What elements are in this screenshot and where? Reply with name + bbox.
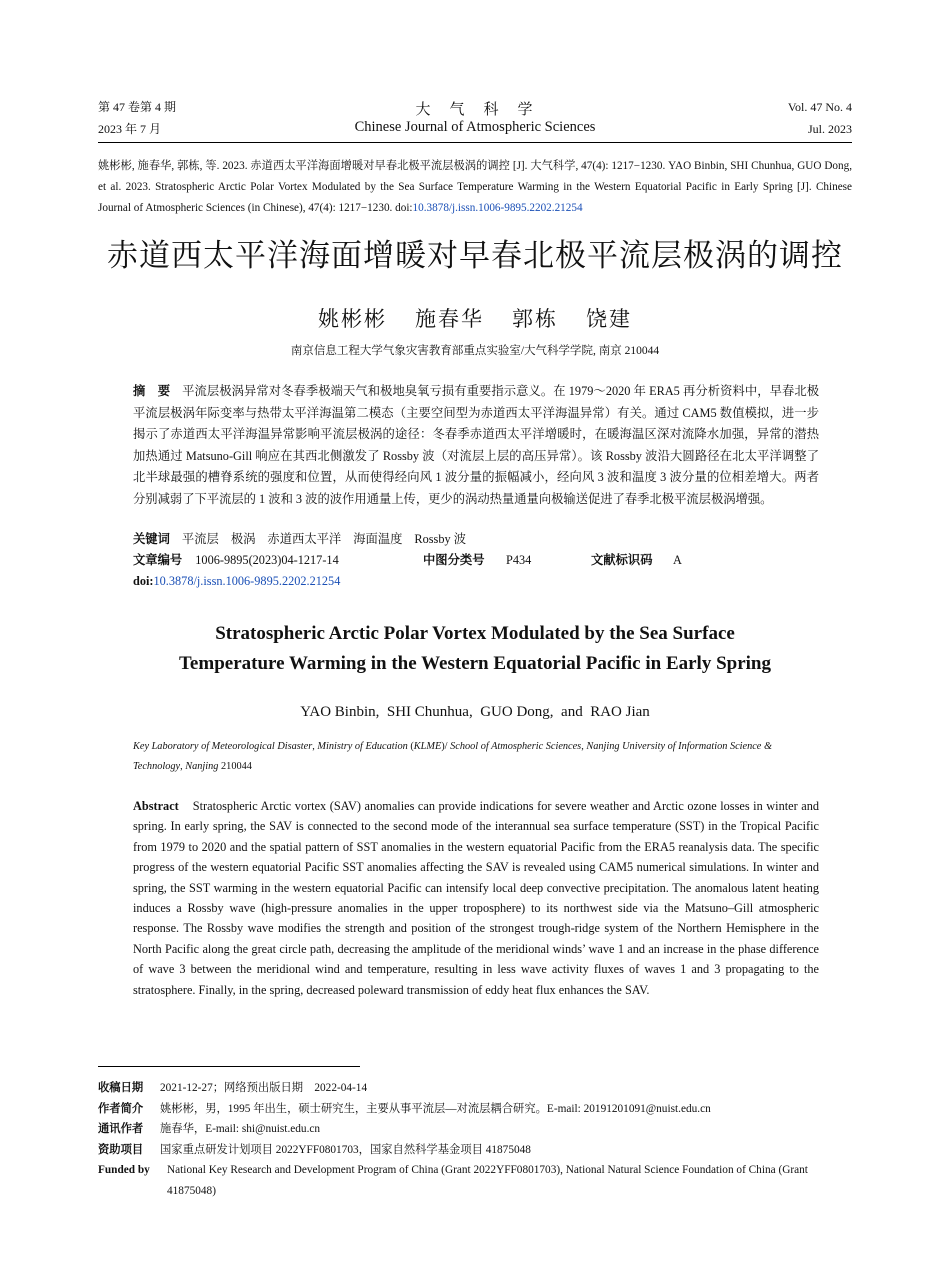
keywords-cn-label: 关键词 bbox=[133, 532, 170, 546]
affil-lab: Key Laboratory of Meteorological Disaster bbox=[133, 741, 313, 752]
doi-link[interactable]: 10.3878/j.issn.1006-9895.2202.21254 bbox=[153, 574, 341, 588]
footnote-corresponding bbox=[98, 1119, 858, 1140]
doc-code-label: 文献标识码 bbox=[591, 553, 653, 567]
journal-name-en: Chinese Journal of Atmospheric Sciences bbox=[354, 119, 596, 135]
corresponding-text: 施春华，E-mail: shi@nuist.edu.cn bbox=[160, 1123, 321, 1135]
date-cn: 2023 年 7 月 bbox=[98, 122, 162, 136]
author-cn: 姚彬彬 bbox=[318, 307, 387, 331]
article-meta-row bbox=[133, 551, 819, 569]
affil-sep: , bbox=[312, 741, 318, 752]
affil-university: Nanjing University of Information Science & Technology bbox=[133, 741, 772, 772]
author-cn: 郭栋 bbox=[512, 307, 558, 331]
affil-ministry: Ministry of Education bbox=[317, 741, 408, 752]
abstract-cn-text: 平流层极涡异常对冬春季极端天气和极地臭氧亏损有重要指示意义。在 1979～2020 年 ERA5 再分析资料中，早春北极平流层极涡年际变率与热带太平洋海温第二模态（主要空间型为赤道西太平洋海温异常）有关。通过 CAM5 数值模拟，进一步揭示了赤道西太平洋海温异常影响平流层极涡的途径：冬春季赤道西太平洋增暖时，在暖海温区深对流降水加强，异常的潜热加热通过 Matsuno-Gill 响应在其西北侧激发了 Rossby 波（对流层上层的高压异常）。该 Rossby 波沿大圆路径在北太平洋调整了北半球最强的槽脊系统的强度和位置，从而使得经向风 1 波分量的振幅减小，经向风 3 波和温度 3 波分量的位相差增大。两者分别减弱了下平流层的 1 波和 3 波的波作用通量上传，更少的涡动热量通量向极输送促进了春季北极平流层极涡增强。 bbox=[133, 384, 819, 506]
doc-code-value: A bbox=[673, 553, 682, 567]
affil-zip: 210044 bbox=[218, 761, 252, 772]
funding-cn-label: 资助项目 bbox=[98, 1143, 144, 1156]
received-label: 收稿日期 bbox=[98, 1081, 144, 1094]
doi-row bbox=[133, 572, 340, 590]
affil-sep: )/ bbox=[441, 741, 451, 752]
citation-text: 姚彬彬, 施春华, 郭栋, 等. 2023. 赤道西太平洋海面增暖对早春北极平流层极涡的调控 [J]. 大气科学, 47(4): 1217−1230. YAO Binbin, SHI Chunhua, GUO Dong, et al. 2023. Stratospheric Arctic Polar Vortex Modulated by the Sea Surface Temperature Warming in the Western Equatorial Pacific in Early Spring [J]. Chinese Journal of Atmospheric Sciences (in Chinese), 47(4): 1217−1230. doi: bbox=[98, 160, 852, 214]
funded-by-text: National Key Research and Development Program of China (Grant 2022YFF0801703), National Natural Science Foundation of China (Grant 41875048) bbox=[167, 1164, 808, 1197]
title-en bbox=[110, 619, 840, 679]
received-text: 2021-12-27；网络预出版日期 2022-04-14 bbox=[160, 1082, 368, 1094]
footnote-rule bbox=[98, 1066, 360, 1067]
abstract-cn-label: 摘 要 bbox=[133, 384, 171, 398]
keyword: Rossby 波 bbox=[414, 532, 467, 546]
authors-en: YAO Binbin, SHI Chunhua, GUO Dong, and RAO Jian bbox=[300, 704, 650, 720]
abstract-en bbox=[133, 796, 819, 1000]
citation-doi-link[interactable]: 10.3878/j.issn.1006-9895.2202.21254 bbox=[412, 202, 583, 214]
article-no-label: 文章编号 bbox=[133, 553, 183, 567]
affiliation-en bbox=[133, 737, 823, 777]
author-cn: 饶建 bbox=[586, 307, 632, 331]
keyword: 极涡 bbox=[230, 532, 256, 546]
authors-cn bbox=[200, 305, 750, 333]
affil-sep: , bbox=[581, 741, 587, 752]
corresponding-label: 通讯作者 bbox=[98, 1122, 144, 1135]
title-cn: 赤道西太平洋海面增暖对早春北极平流层极涡的调控 bbox=[107, 238, 843, 274]
affil-sep: , bbox=[180, 761, 186, 772]
affiliation-cn: 南京信息工程大学气象灾害教育部重点实验室/大气科学学院, 南京 210044 bbox=[290, 345, 660, 357]
header-rule bbox=[98, 142, 852, 143]
keywords-cn bbox=[133, 530, 466, 548]
author-bio-label: 作者简介 bbox=[98, 1102, 144, 1115]
abstract-en-label: Abstract bbox=[133, 799, 179, 813]
article-no: 1006-9895(2023)04-1217-14 bbox=[195, 553, 339, 567]
title-en-line: Stratospheric Arctic Polar Vortex Modulated by the Sea Surface bbox=[215, 623, 735, 644]
keyword: 赤道西太平洋 bbox=[267, 532, 342, 546]
doi-label: doi: bbox=[133, 574, 154, 588]
title-en-line: Temperature Warming in the Western Equatorial Pacific in Early Spring bbox=[179, 653, 771, 674]
footnote-author bbox=[98, 1099, 858, 1120]
date-en: Jul. 2023 bbox=[807, 122, 852, 136]
affil-city: Nanjing bbox=[185, 761, 219, 772]
abstract-cn bbox=[133, 381, 819, 510]
footnote-funding-cn bbox=[98, 1140, 858, 1161]
funded-by-label: Funded by bbox=[98, 1164, 150, 1176]
author-cn: 施春华 bbox=[415, 307, 484, 331]
keyword: 海面温度 bbox=[353, 532, 403, 546]
author-bio-text: 姚彬彬，男，1995 年出生，硕士研究生，主要从事平流层—对流层耦合研究。E-mail: 20191201091@nuist.edu.cn bbox=[160, 1103, 711, 1115]
footnote-received bbox=[98, 1078, 858, 1099]
clc-label: 中图分类号 bbox=[423, 553, 485, 567]
affil-klme: KLME bbox=[413, 741, 442, 752]
footnote-funding-en bbox=[98, 1160, 858, 1202]
clc-value: P434 bbox=[506, 553, 532, 567]
volume-issue-cn: 第 47 卷第 4 期 bbox=[98, 100, 177, 114]
abstract-en-text: Stratospheric Arctic vortex (SAV) anomalies can provide indications for severe weather and Arctic ozone losses in winter and spring. In early spring, the SAV is connected to the second mode of the interannual sea surface temperature (SST) in the Tropical Pacific from 1979 to 2020 and the spatial pattern of SST anomalies in the western equatorial Pacific from the ERA5 reanalysis data. The specific progress of the western equatorial Pacific SST anomalies affecting the SAV is revealed using CAM5 numerical simulations. In winter and spring, the SST warming in the western equatorial Pacific can intensify local deep convective precipitation. The anomalous latent heating induces a Rossby wave (high-pressure anomalies in the upper troposphere) to its northwest side via the Matsuno–Gill atmospheric response. The Rossby wave modifies the strength and position of the strongest trough-ridge system of the Northern Hemisphere in the North Pacific along the great circle path, decreasing the amplitude of the meridional winds’ wave 1 and an increase in the phase difference of wave 3 between the meridional wind and temperature, resulting in less wave activity fluxes of waves 1 and 3 propagating to the stratosphere. Finally, in the spring, decreased poleward transmission of eddy heat flux enhances the SAV. bbox=[133, 799, 819, 997]
volume-issue-en: Vol. 47 No. 4 bbox=[787, 100, 852, 114]
journal-name-cn: 大 气 科 学 bbox=[415, 102, 535, 118]
affil-sep: ( bbox=[407, 741, 414, 752]
funding-cn-text: 国家重点研发计划项目 2022YFF0801703，国家自然科学基金项目 41875048 bbox=[160, 1144, 531, 1156]
affil-school: School of Atmospheric Sciences bbox=[450, 741, 582, 752]
citation-block bbox=[98, 156, 852, 219]
keyword: 平流层 bbox=[181, 532, 219, 546]
